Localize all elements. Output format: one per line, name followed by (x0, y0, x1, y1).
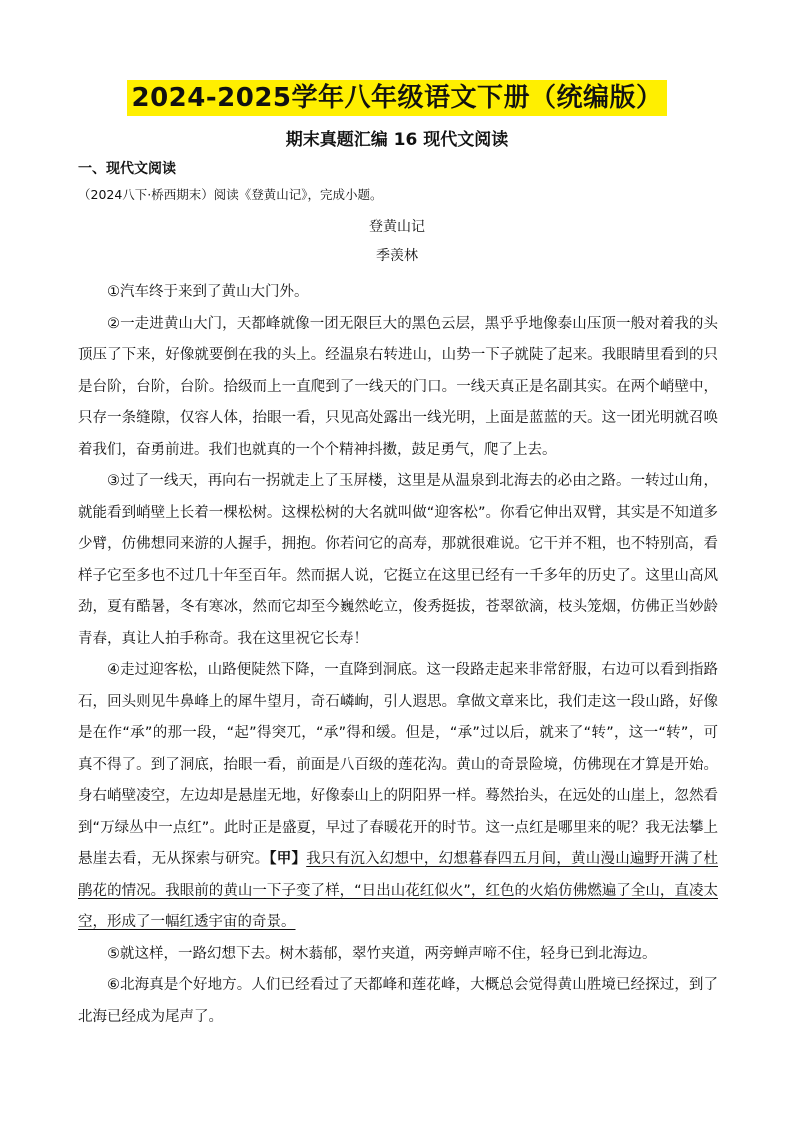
underlined-passage: 我只有沉入幻想中，幻想暮春四五月间，黄山漫山遍野开满了杜鹃花的情况。我眼前的黄山一下子变了样，“日出山花红似火”，红色的火焰仿佛燃遍了全山，直凌太空，形成了一幅红透宇宙的奇景。 (78, 851, 719, 930)
section-heading: 一、现代文阅读 (78, 161, 176, 177)
title-container (0, 80, 794, 116)
paragraph-2 (78, 309, 718, 467)
passage-marker-jia: 【甲】 (269, 851, 307, 867)
page-subtitle: 期末真题汇编 16 现代文阅读 (285, 130, 509, 150)
paragraph-text: ⑥北海真是个好地方。人们已经看过了天都峰和莲花峰，大概总会觉得黄山胜境已经探过，到了北海已经成为尾声了。 (78, 977, 718, 1025)
paragraph-text: ①汽车终于来到了黄山大门外。 (107, 284, 309, 300)
essay-author: 季羡林 (376, 248, 418, 264)
paragraph-6 (78, 970, 718, 1033)
paragraph-4 (78, 655, 718, 939)
paragraph-text: ④走过迎客松，山路便陡然下降，一直降到洞底。这一段路走起来非常舒服，右边可以看到指路石，回头则见牛鼻峰上的犀牛望月，奇石嶙峋，引人遐思。拿做文章来比，我们走这一段山路，好像是在作“承”的那一段，“起”得突兀，“承”得和缓。但是，“承”过以后，就来了“转”，这一“转”，可真不得了。到了洞底，抬眼一看，前面是八百级的莲花沟。黄山的奇景险境，仿佛现在才算是开始。身右峭壁凌空，左边却是悬崖无地，好像泰山上的阴阳界一样。蓦然抬头，在远处的山崖上，忽然看到“万绿丛中一点红”。此时正是盛夏，早过了春暖花开的时节。这一点红是哪里来的呢？我无法攀上悬崖去看，无从探索与研究。 (78, 662, 718, 867)
paragraph-text: ②一走进黄山大门，天都峰就像一团无限巨大的黑色云层，黑乎乎地像泰山压顶一般对着我的头顶压了下来，好像就要倒在我的头上。经温泉右转进山，山势一下子就陡了起来。我眼睛里看到的只是台阶，台阶，台阶。拾级而上一直爬到了一线天的门口。一线天真正是名副其实。在两个峭壁中，只存一条缝隙，仅容人体，抬眼一看，只见高处露出一线光明，上面是蓝蓝的天。这一团光明就召唤着我们，奋勇前进。我们也就真的一个个精神抖擞，鼓足勇气，爬了上去。 (78, 315, 718, 458)
essay-body (78, 277, 718, 1033)
paragraph-text: ⑤就这样，一路幻想下去。树木蓊郁，翠竹夹道，两旁蝉声啼不住，轻身已到北海边。 (107, 945, 657, 962)
essay-title: 登黄山记 (369, 219, 425, 235)
paragraph-1 (78, 277, 718, 309)
page-title: 2024-2025学年八年级语文下册（统编版） (127, 80, 666, 116)
paragraph-3 (78, 466, 718, 655)
question-source: （2024八下·桥西期末）阅读《登黄山记》，完成小题。 (78, 187, 383, 202)
paragraph-5 (78, 939, 718, 971)
paragraph-text: ③过了一线天，再向右一拐就走上了玉屏楼，这里是从温泉到北海去的必由之路。一转过山角，就能看到峭壁上长着一棵松树。这棵松树的大名就叫做“迎客松”。你看它伸出双臂，其实是不知道多少臂，仿佛想同来游的人握手，拥抱。你若问它的高寿，那就很难说。它干并不粗，也不特别高，看样子它至多也不过几十年至百年。然而据人说，它挺立在这里已经有一千多年的历史了。这里山高风劲，夏有酷暑，冬有寒冰，然而它却至今巍然屹立，俊秀挺拔，苍翠欲滴，枝头笼烟，仿佛正当妙龄青春，真让人拍手称奇。我在这里祝它长寿！ (78, 473, 718, 647)
